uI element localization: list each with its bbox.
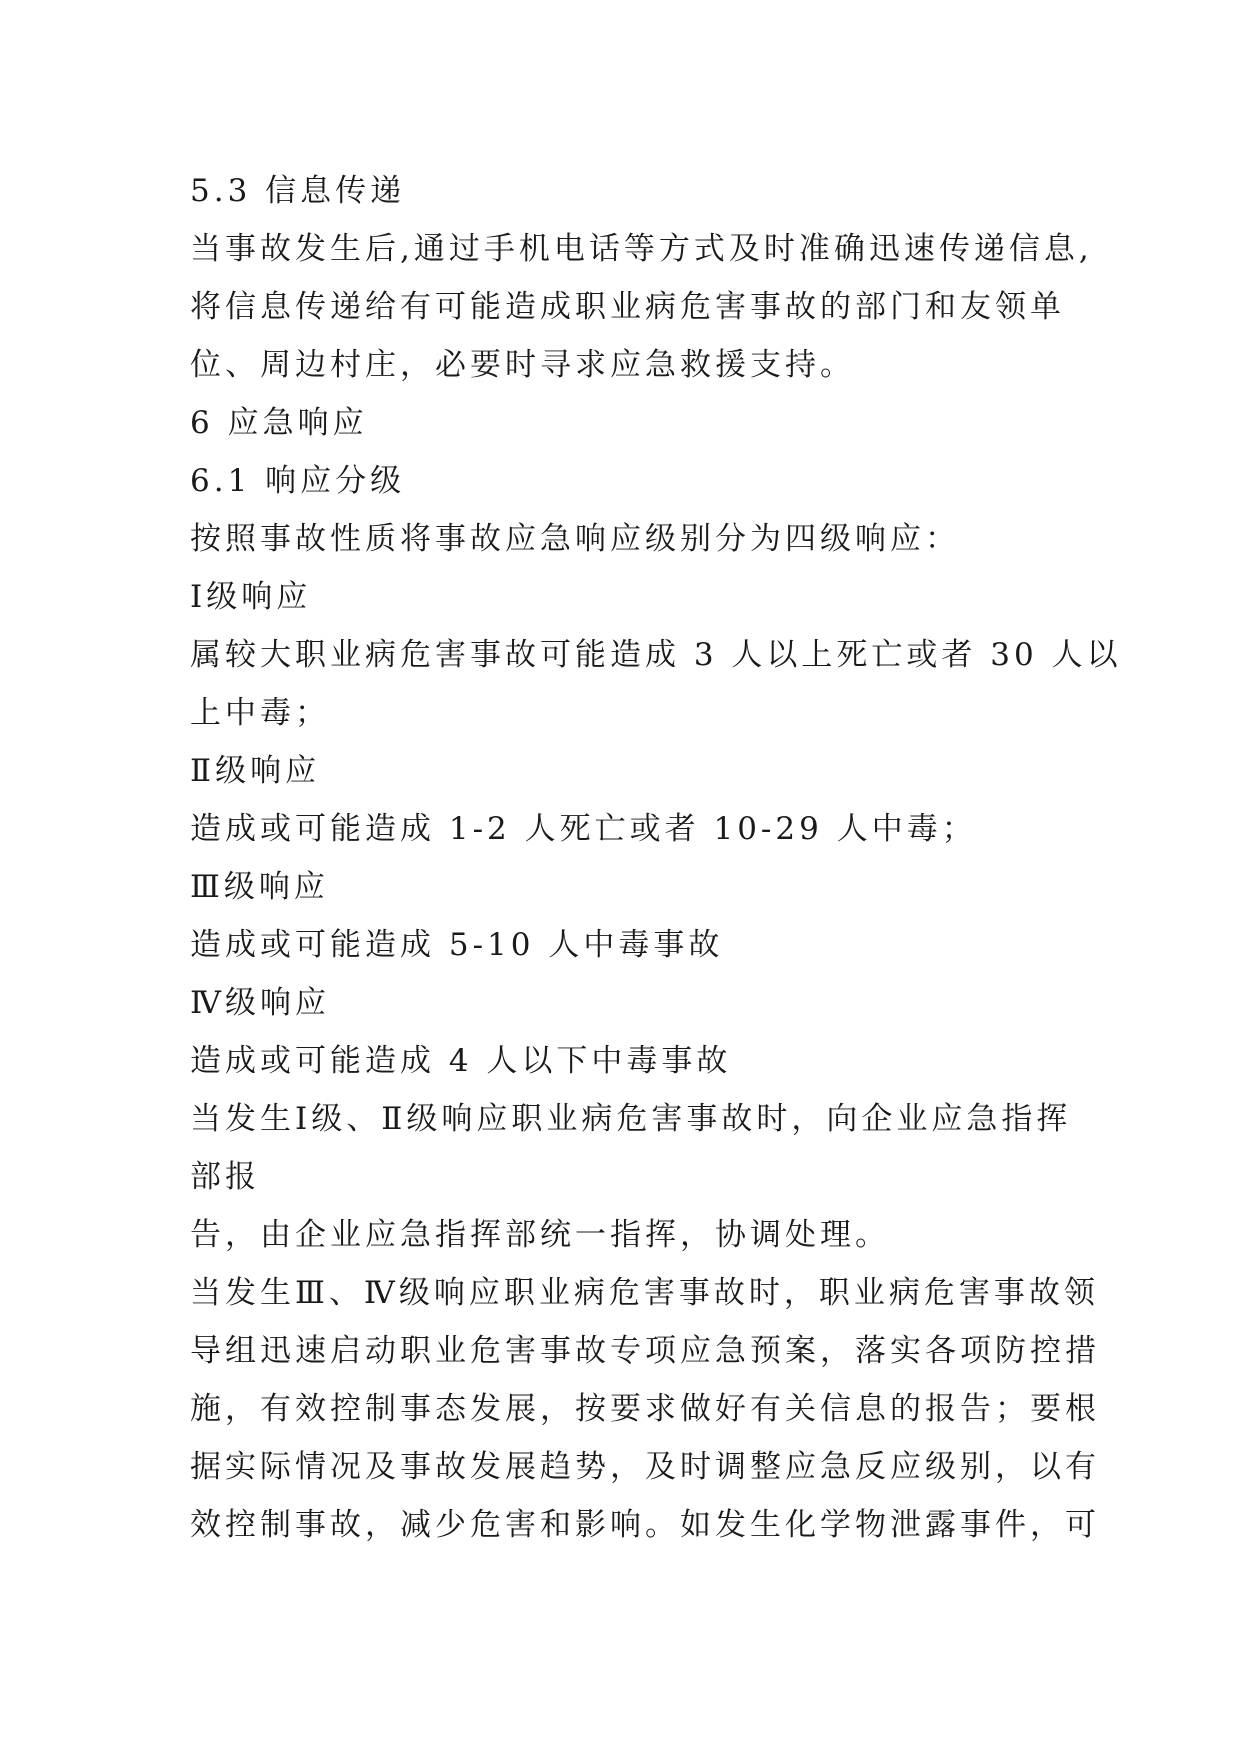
section-heading-5-3: 5.3 信息传递 (190, 173, 406, 209)
paragraph-line: 导组迅速启动职业危害事故专项应急预案，落实各项防控措 (190, 1333, 1100, 1369)
section-heading-6-1: 6.1 响应分级 (190, 463, 406, 499)
paragraph-line: 当事故发生后,通过手机电话等方式及时准确迅速传递信息, (190, 231, 1093, 267)
paragraph-line: 造成或可能造成 1-2 人死亡或者 10-29 人中毒； (190, 811, 977, 847)
paragraph-line: 当发生Ⅲ、Ⅳ级响应职业病危害事故时，职业病危害事故领 (190, 1275, 1099, 1311)
level-heading-3: Ⅲ级响应 (190, 869, 329, 905)
level-heading-4: Ⅳ级响应 (190, 985, 330, 1021)
section-heading-6: 6 应急响应 (190, 405, 368, 441)
paragraph-line: 位、周边村庄，必要时寻求应急救援支持。 (190, 347, 855, 383)
paragraph-line: 效控制事故，减少危害和影响。如发生化学物泄露事件，可 (190, 1507, 1100, 1543)
paragraph-line: 造成或可能造成 5-10 人中毒事故 (190, 927, 724, 963)
paragraph-line: 告，由企业应急指挥部统一指挥，协调处理。 (190, 1217, 890, 1253)
paragraph-line: 据实际情况及事故发展趋势，及时调整应急反应级别，以有 (190, 1449, 1100, 1485)
paragraph-line: 当发生Ⅰ级、Ⅱ级响应职业病危害事故时，向企业应急指挥 (190, 1101, 1072, 1137)
level-heading-2: Ⅱ级响应 (190, 753, 321, 789)
paragraph-line: 施，有效控制事态发展，按要求做好有关信息的报告；要根 (190, 1391, 1100, 1427)
paragraph-line: 按照事故性质将事故应急响应级别分为四级响应： (190, 521, 960, 557)
level-heading-1: Ⅰ级响应 (190, 579, 312, 615)
paragraph-line: 属较大职业病危害事故可能造成 3 人以上死亡或者 30 人以 (190, 637, 1122, 673)
paragraph-line: 上中毒； (190, 695, 330, 731)
paragraph-line: 将信息传递给有可能造成职业病危害事故的部门和友领单 (190, 289, 1065, 325)
paragraph-line: 部报 (190, 1159, 260, 1195)
paragraph-line: 造成或可能造成 4 人以下中毒事故 (190, 1043, 732, 1079)
document-body (190, 162, 1122, 1554)
